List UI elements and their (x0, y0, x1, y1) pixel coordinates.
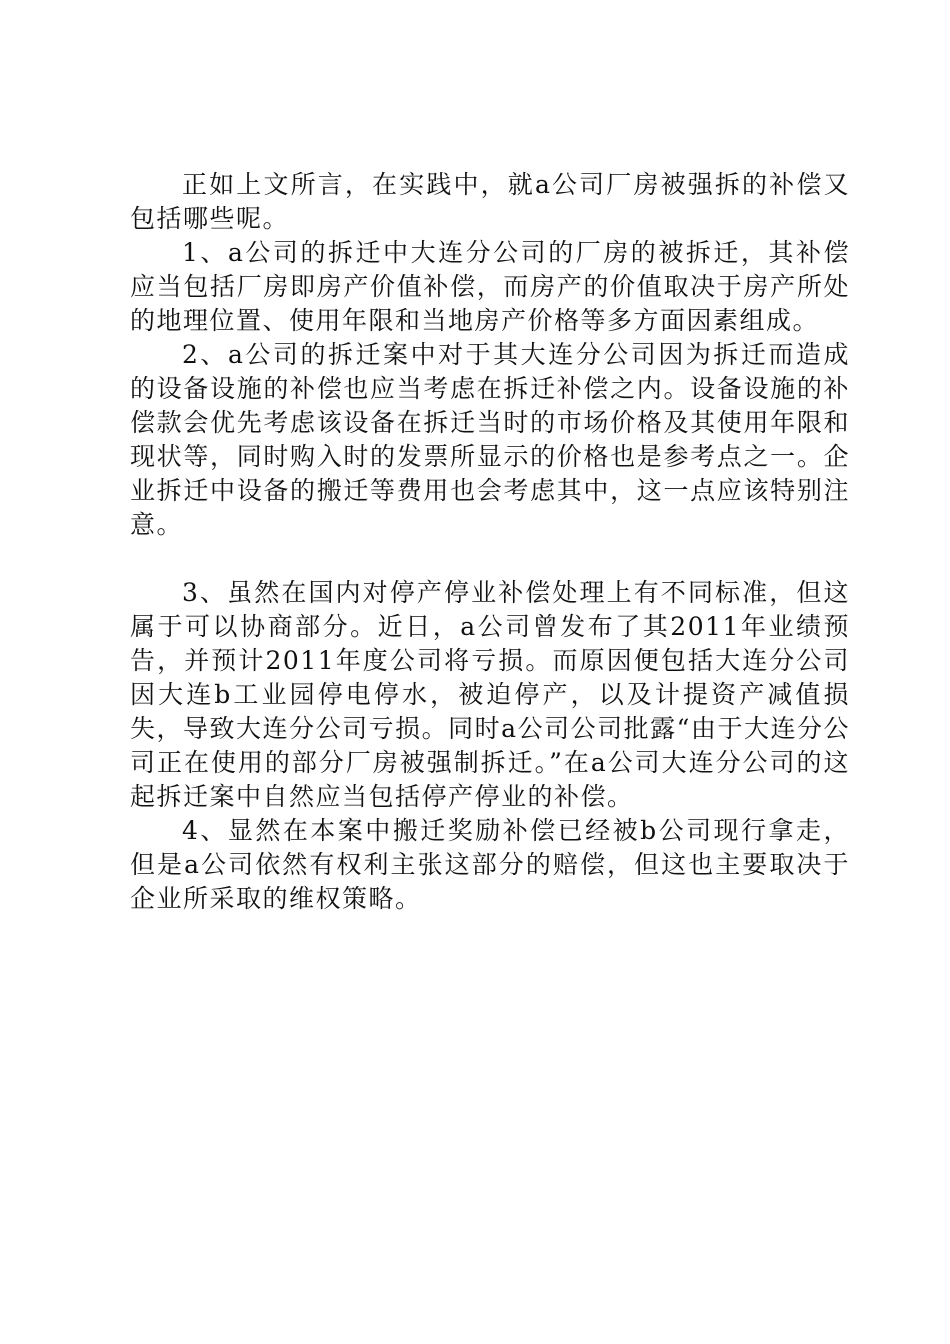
paragraph-point-4: 4、显然在本案中搬迁奖励补偿已经被b公司现行拿走，但是a公司依然有权利主张这部分的赔偿，但这也主要取决于企业所采取的维权策略。 (130, 816, 850, 913)
paragraph-point-3: 3、虽然在国内对停产停业补偿处理上有不同标准，但这属于可以协商部分。近日，a公司曾发布了其2011年业绩预告，并预计2011年度公司将亏损。而原因便包括大连分公司因大连b工业园停电停水，被迫停产，以及计提资产减值损失，导致大连分公司亏损。同时a公司公司批露“由于大连分公司正在使用的部分厂房被强制拆迁。”在a公司大连分公司的这起拆迁案中自然应当包括停产停业的补偿。 (130, 578, 850, 811)
paragraph-intro: 正如上文所言，在实践中，就a公司厂房被强拆的补偿又包括哪些呢。 (130, 170, 850, 233)
paragraph-point-2: 2、a公司的拆迁案中对于其大连分公司因为拆迁而造成的设备设施的补偿也应当考虑在拆迁补偿之内。设备设施的补偿款会优先考虑该设备在拆迁当时的市场价格及其使用年限和现状等，同时购入时的发票所显示的价格也是参考点之一。企业拆迁中设备的搬迁等费用也会考虑其中，这一点应该特别注意。 (130, 340, 850, 539)
paragraph-spacer (130, 542, 850, 576)
paragraph-point-1: 1、a公司的拆迁中大连分公司的厂房的被拆迁，其补偿应当包括厂房即房产价值补偿，而房产的价值取决于房产所处的地理位置、使用年限和当地房产价格等多方面因素组成。 (130, 238, 850, 335)
document-body (130, 168, 850, 916)
